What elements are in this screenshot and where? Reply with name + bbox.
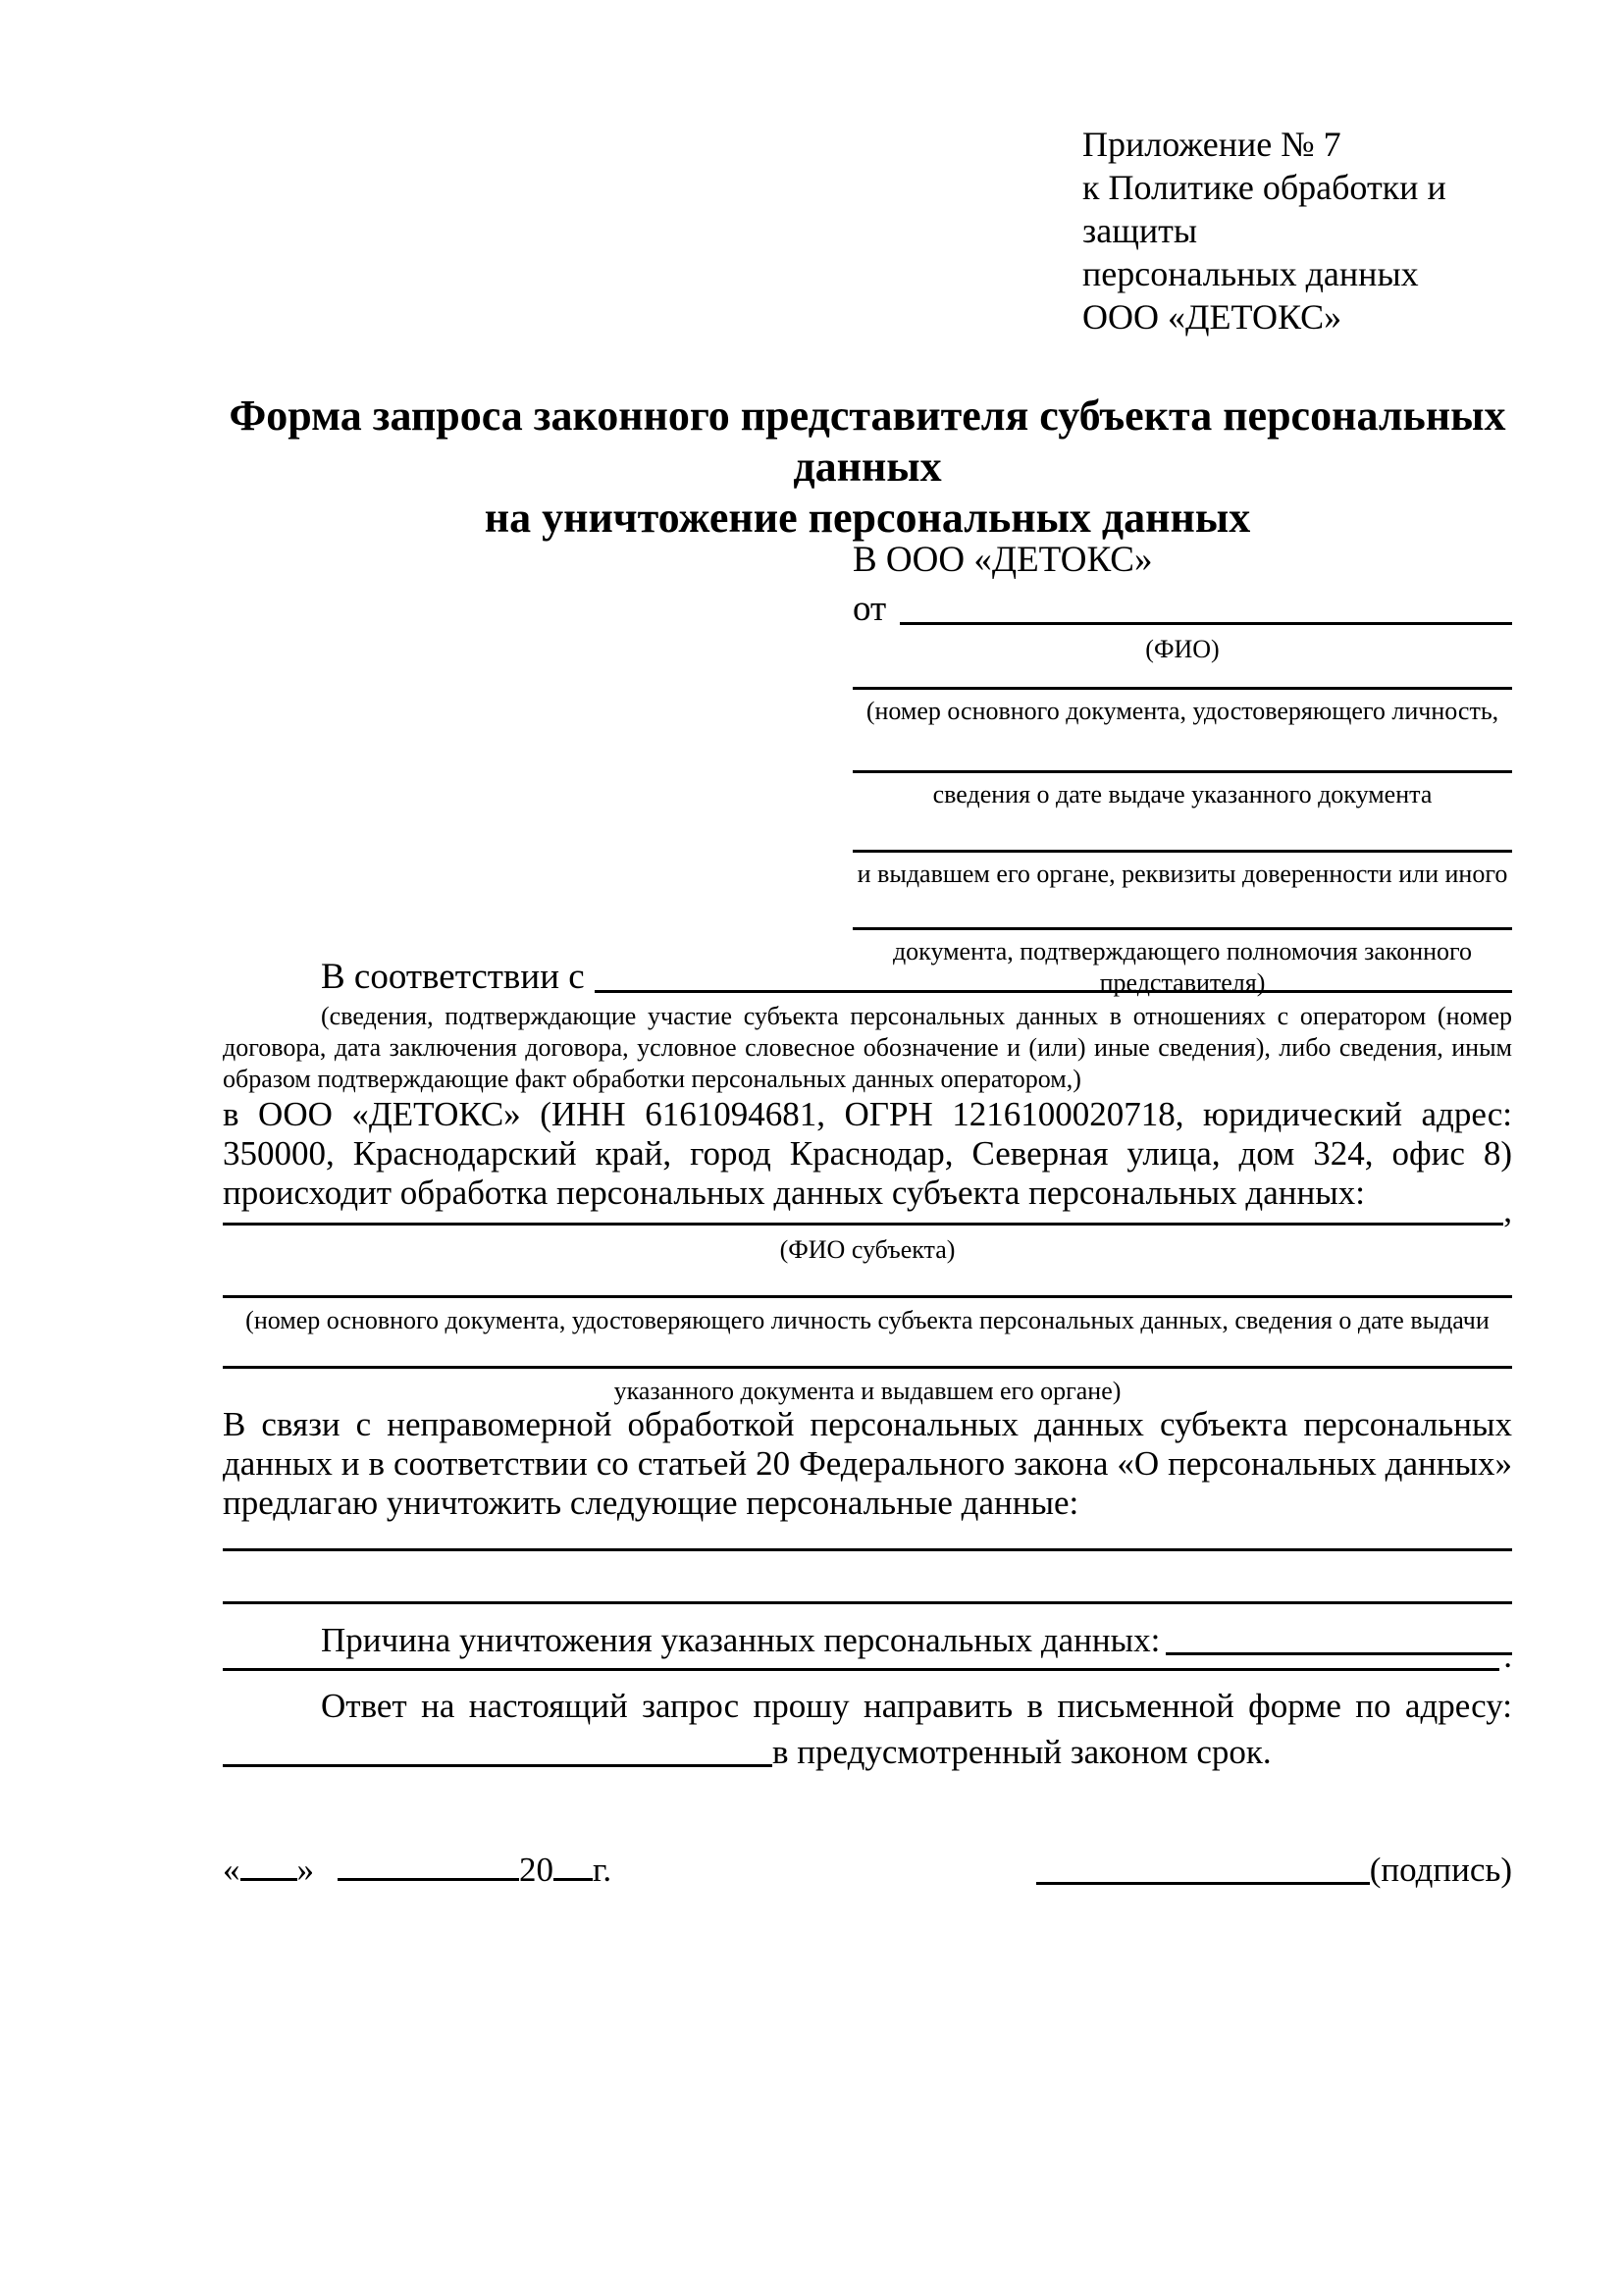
year-field-line [553,1849,593,1881]
representative-doc-field-line-1 [853,687,1512,690]
addressee-organization: В ООО «ДЕТОКС» [853,540,1153,580]
fio-caption: (ФИО) [1145,635,1220,663]
quote-close: » [296,1851,314,1889]
subject-doc-field-line-2 [223,1366,1512,1369]
document-title [223,391,1512,544]
response-tail-text: в предусмотренный законом срок. [772,1733,1272,1771]
trailing-comma: , [1503,1191,1512,1229]
from-fio-field-line [900,622,1512,625]
response-address-row [223,1731,1512,1772]
quote-open: « [223,1851,240,1889]
representative-doc-caption-2: сведения о дате выдаче указанного документа [932,780,1433,809]
representative-doc-caption-1: (номер основного документа, удостоверяющего личность, [865,697,1499,725]
accordance-field-line [595,990,1512,993]
day-field-line [240,1849,297,1881]
subject-doc-caption-2: указанного документа и выдавшем его органе) [613,1377,1122,1405]
appendix-number: Приложение № 7 [1082,125,1341,164]
year-prefix: 20 [519,1851,553,1889]
trailing-period: . [1503,1637,1512,1675]
policy-reference-line1: к Политике обработки и защиты [1082,168,1446,250]
address-field-line [223,1764,772,1767]
accordance-note: (сведения, подтверждающие участие субъекта персональных данных в отношениях с оператором (номер договора, дата заключения договора, условное словесное обозначение и (или) иные сведения), либо сведения, иным образом подтверждающие факт обработки персональных данных оператором,) [223,1002,1512,1093]
signature-group [1036,1851,1512,1890]
subject-fio-row [223,1191,1512,1230]
addressee-block [853,538,1512,999]
accordance-label: В соответствии с [321,957,585,997]
reason-field-line-2 [223,1668,1499,1671]
demand-paragraph: В связи с неправомерной обработкой персональных данных субъекта персональных данных и в соответствии со статьей 20 Федерального закона «О персональных данных» предлагаю уничтожить следующие персональные данные: [223,1405,1512,1522]
date-group [223,1849,611,1890]
representative-doc-caption-4: документа, подтверждающего полномочия законного представителя) [892,937,1473,997]
policy-reference-line2: персональных данных [1082,254,1419,293]
data-to-destroy-field-line-1 [223,1548,1512,1551]
month-field-line [338,1849,519,1881]
subject-fio-field-line [223,1223,1503,1226]
title-line-2: на уничтожение персональных данных [484,494,1251,542]
date-signature-row [223,1845,1512,1890]
signature-field-line [1036,1882,1370,1885]
operator-paragraph: в ООО «ДЕТОКС» (ИНН 6161094681, ОГРН 1216100020718, юридический адрес: 350000, Краснодарский край, город Краснодар, Северная улица, дом 324, офис 8) происходит обработка персональных данных субъекта персональных данных: [223,1095,1512,1212]
subject-doc-field-line-1 [223,1295,1512,1298]
data-to-destroy-field-line-2 [223,1601,1512,1604]
representative-doc-field-line-3 [853,850,1512,853]
reason-label: Причина уничтожения указанных персональных данных: [321,1621,1161,1659]
accordance-row [223,957,1512,998]
representative-doc-field-line-4 [853,927,1512,930]
title-line-1: Форма запроса законного представителя субъекта персональных данных [229,391,1506,491]
from-label: от [853,589,887,629]
representative-doc-caption-3: и выдавшем его органе, реквизиты доверенности или иного [857,860,1508,888]
response-request-paragraph: Ответ на настоящий запрос прошу направить в письменной форме по адресу: [321,1687,1512,1725]
signature-caption: (подпись) [1369,1851,1512,1889]
year-suffix: г. [593,1851,612,1889]
organization-name: ООО «ДЕТОКС» [1082,297,1342,337]
subject-doc-caption-1: (номер основного документа, удостоверяющего личность субъекта персональных данных, сведения о дате выдачи [245,1306,1490,1334]
from-row [853,583,1512,630]
appendix-header [1082,123,1534,339]
subject-fio-caption: (ФИО субъекта) [779,1235,956,1264]
representative-doc-field-line-2 [853,770,1512,773]
